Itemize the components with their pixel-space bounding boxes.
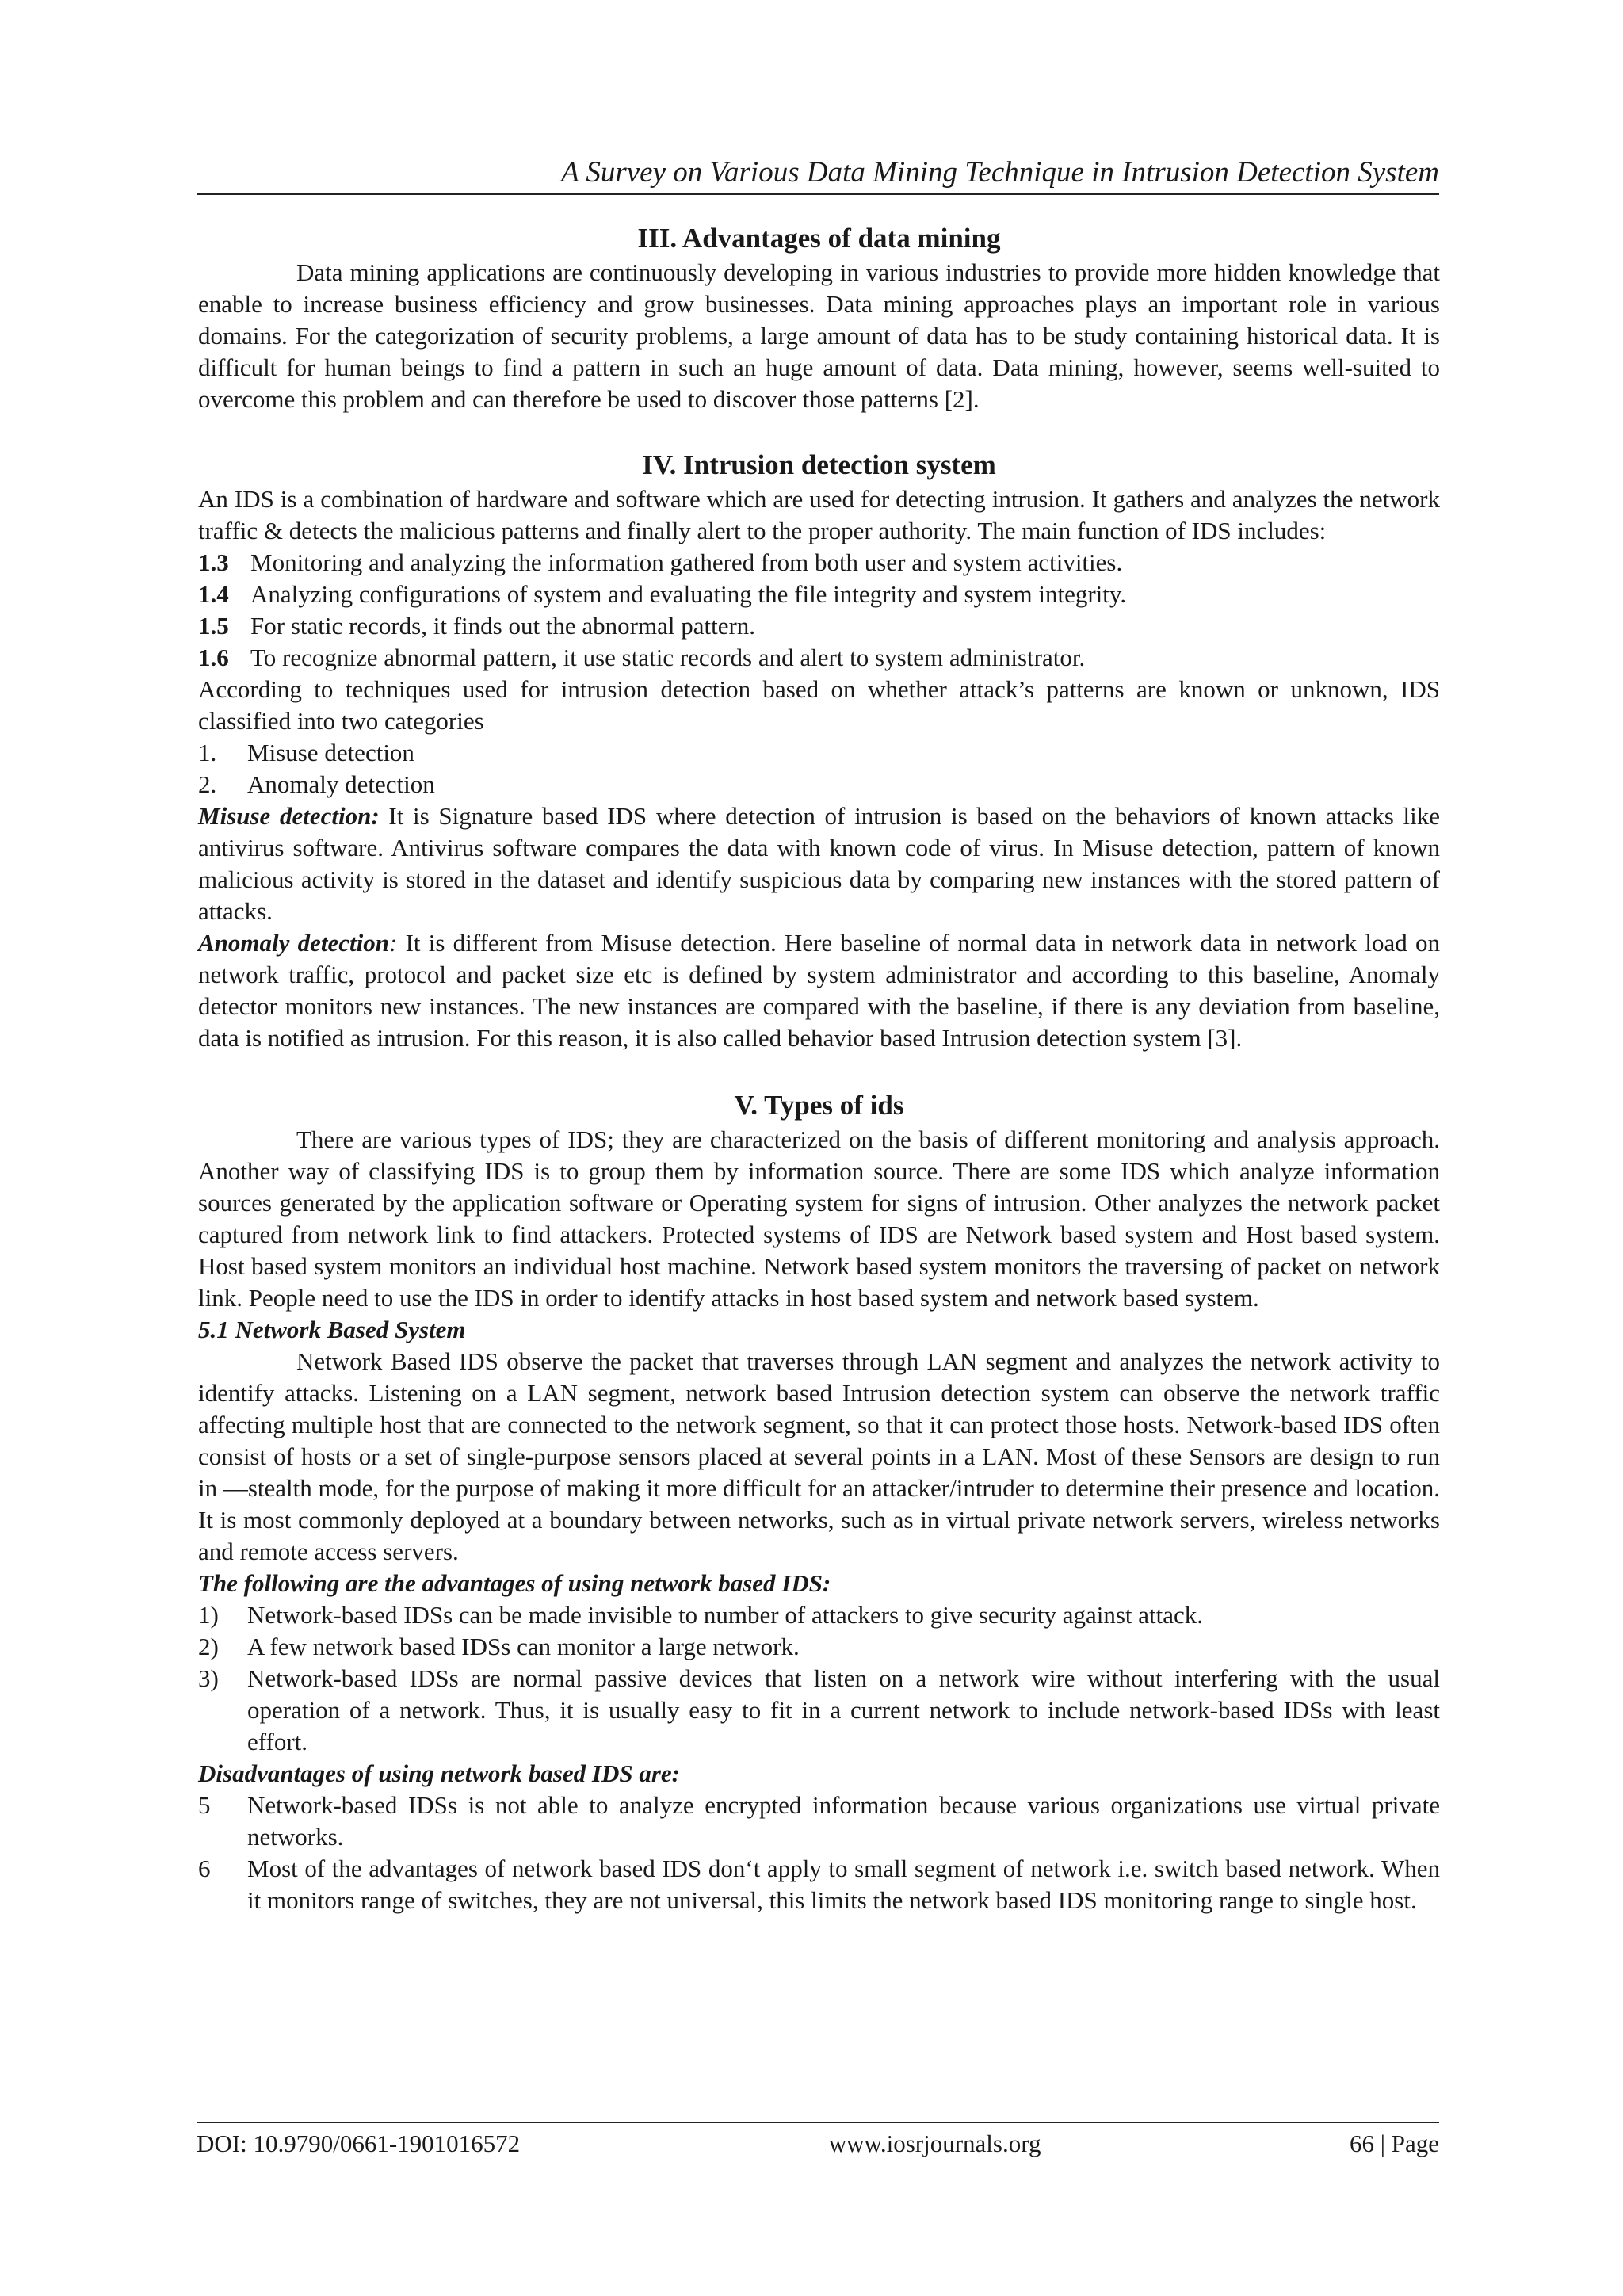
- item-number: 1.3: [198, 548, 229, 576]
- disadvantage-item: [198, 1853, 1440, 1916]
- item-text: Most of the advantages of network based IDS don‘t apply to small segment of network i.e. switch based network. When it monitors range of switches, they are not universal, this limits the network based IDS monitoring range to single host.: [247, 1855, 1440, 1914]
- item-number: 2.: [198, 770, 217, 798]
- item-text: Network-based IDSs can be made invisible to number of attackers to give security against attack.: [247, 1601, 1204, 1629]
- ids-function-list: [198, 547, 1440, 674]
- disadvantages-heading: Disadvantages of using network based IDS are:: [198, 1759, 680, 1787]
- item-number: 1.: [198, 739, 217, 766]
- item-number: 1.5: [198, 612, 229, 640]
- advantage-item: [198, 1599, 1440, 1631]
- footer-page-number: 66 | Page: [1350, 2130, 1439, 2157]
- subsection-5-1-title: 5.1 Network Based System: [198, 1316, 466, 1343]
- item-text: Network-based IDSs is not able to analyze encrypted information because various organizations use virtual private networks.: [247, 1791, 1440, 1851]
- item-number: 1.4: [198, 580, 229, 608]
- ids-category-item: [198, 737, 1440, 769]
- advantage-item: [198, 1663, 1440, 1758]
- section-5-title: V. Types of ids: [734, 1090, 904, 1121]
- item-text: Network-based IDSs are normal passive devices that listen on a network wire without interfering with the usual operation of a network. Thus, it is usually easy to fit in a current network to include network-based IDSs with least effort.: [247, 1664, 1440, 1755]
- disadvantages-list: [198, 1790, 1440, 1916]
- section-4-title: IV. Intrusion detection system: [642, 449, 996, 480]
- item-text: Analyzing configurations of system and evaluating the file integrity and system integrity.: [250, 580, 1127, 608]
- advantages-list: [198, 1599, 1440, 1758]
- section-4-intro: An IDS is a combination of hardware and software which are used for detecting intrusion. It gathers and analyzes the network traffic & detects the malicious patterns and finally alert to the proper authority. The main function of IDS includes:: [198, 485, 1440, 544]
- misuse-detection-text: It is Signature based IDS where detection of intrusion is based on the behaviors of known attacks like antivirus software. Antivirus software compares the data with known code of virus. In Misuse detection, pattern of known malicious activity is stored in the dataset and identify suspicious data by comparing new instances with the stored pattern of attacks.: [198, 802, 1440, 925]
- section-3-paragraph: Data mining applications are continuously developing in various industries to provide more hidden knowledge that enable to increase business efficiency and grow businesses. Data mining approaches plays an important role in various domains. For the categorization of security problems, a large amount of data has to be study containing historical data. It is difficult for human beings to find a pattern in such an huge amount of data. Data mining, however, seems well-suited to overcome this problem and can therefore be used to discover those patterns [2].: [198, 258, 1440, 413]
- anomaly-detection-label: Anomaly detection: [198, 929, 389, 957]
- item-number: 6: [198, 1855, 211, 1882]
- ids-function-item: [198, 547, 1440, 579]
- page-body: [198, 220, 1440, 1916]
- misuse-detection-label: Misuse detection:: [198, 802, 380, 830]
- ids-function-item: [198, 579, 1440, 610]
- page-footer: [197, 2122, 1439, 2161]
- misuse-detection-paragraph: [198, 800, 1440, 927]
- item-text: For static records, it finds out the abnormal pattern.: [250, 612, 756, 640]
- item-text: Anomaly detection: [247, 770, 435, 798]
- advantage-item: [198, 1631, 1440, 1663]
- anomaly-detection-text: It is different from Misuse detection. Here baseline of normal data in network data in network load on network traffic, protocol and packet size etc is defined by system administrator and according to this baseline, Anomaly detector monitors new instances. The new instances are compared with the baseline, if there is any deviation from baseline, data is notified as intrusion. For this reason, it is also called behavior based Intrusion detection system [3].: [198, 929, 1440, 1052]
- anomaly-detection-colon: :: [389, 929, 398, 957]
- footer-website: www.iosrjournals.org: [828, 2130, 1041, 2157]
- footer-doi: DOI: 10.9790/0661-1901016572: [197, 2130, 521, 2157]
- section-5-paragraph: There are various types of IDS; they are characterized on the basis of different monitoring and analysis approach. Another way of classifying IDS is to group them by information source. There are some IDS which analyze information sources generated by the application software or Operating system for signs of intrusion. Other analyzes the network packet captured from network link to find attackers. Protected systems of IDS are Network based system and Host based system. Host based system monitors an individual host machine. Network based system monitors the traversing of packet on network link. People need to use the IDS in order to identify attacks in host based system and network based system.: [198, 1125, 1440, 1312]
- ids-category-item: [198, 769, 1440, 800]
- ids-category-list: [198, 737, 1440, 800]
- item-text: Monitoring and analyzing the information gathered from both user and system activities.: [250, 548, 1123, 576]
- advantages-heading: The following are the advantages of using network based IDS:: [198, 1569, 831, 1597]
- item-number: 3): [198, 1664, 219, 1692]
- item-number: 1.6: [198, 644, 229, 671]
- item-text: Misuse detection: [247, 739, 414, 766]
- item-text: To recognize abnormal pattern, it use static records and alert to system administrator.: [250, 644, 1086, 671]
- anomaly-detection-paragraph: [198, 927, 1440, 1054]
- running-head: A Survey on Various Data Mining Technique in Intrusion Detection System: [197, 154, 1439, 195]
- item-number: 5: [198, 1791, 211, 1819]
- item-number: 1): [198, 1601, 219, 1629]
- ids-function-item: [198, 642, 1440, 674]
- ids-function-item: [198, 610, 1440, 642]
- subsection-5-1-paragraph: Network Based IDS observe the packet that traverses through LAN segment and analyzes the network activity to identify attacks. Listening on a LAN segment, network based Intrusion detection system can observe the network traffic affecting multiple host that are connected to the network segment, so that it can protect those hosts. Network-based IDS often consist of hosts or a set of single-purpose sensors placed at several points in a LAN. Most of these Sensors are design to run in ―stealth mode, for the purpose of making it more difficult for an attacker/intruder to determine their presence and location. It is most commonly deployed at a boundary between networks, such as in virtual private network servers, wireless networks and remote access servers.: [198, 1347, 1440, 1565]
- item-text: A few network based IDSs can monitor a large network.: [247, 1633, 800, 1660]
- section-3-title: III. Advantages of data mining: [637, 223, 1001, 254]
- item-number: 2): [198, 1633, 219, 1660]
- classification-paragraph: According to techniques used for intrusion detection based on whether attack’s patterns are known or unknown, IDS classified into two categories: [198, 675, 1440, 735]
- disadvantage-item: [198, 1790, 1440, 1853]
